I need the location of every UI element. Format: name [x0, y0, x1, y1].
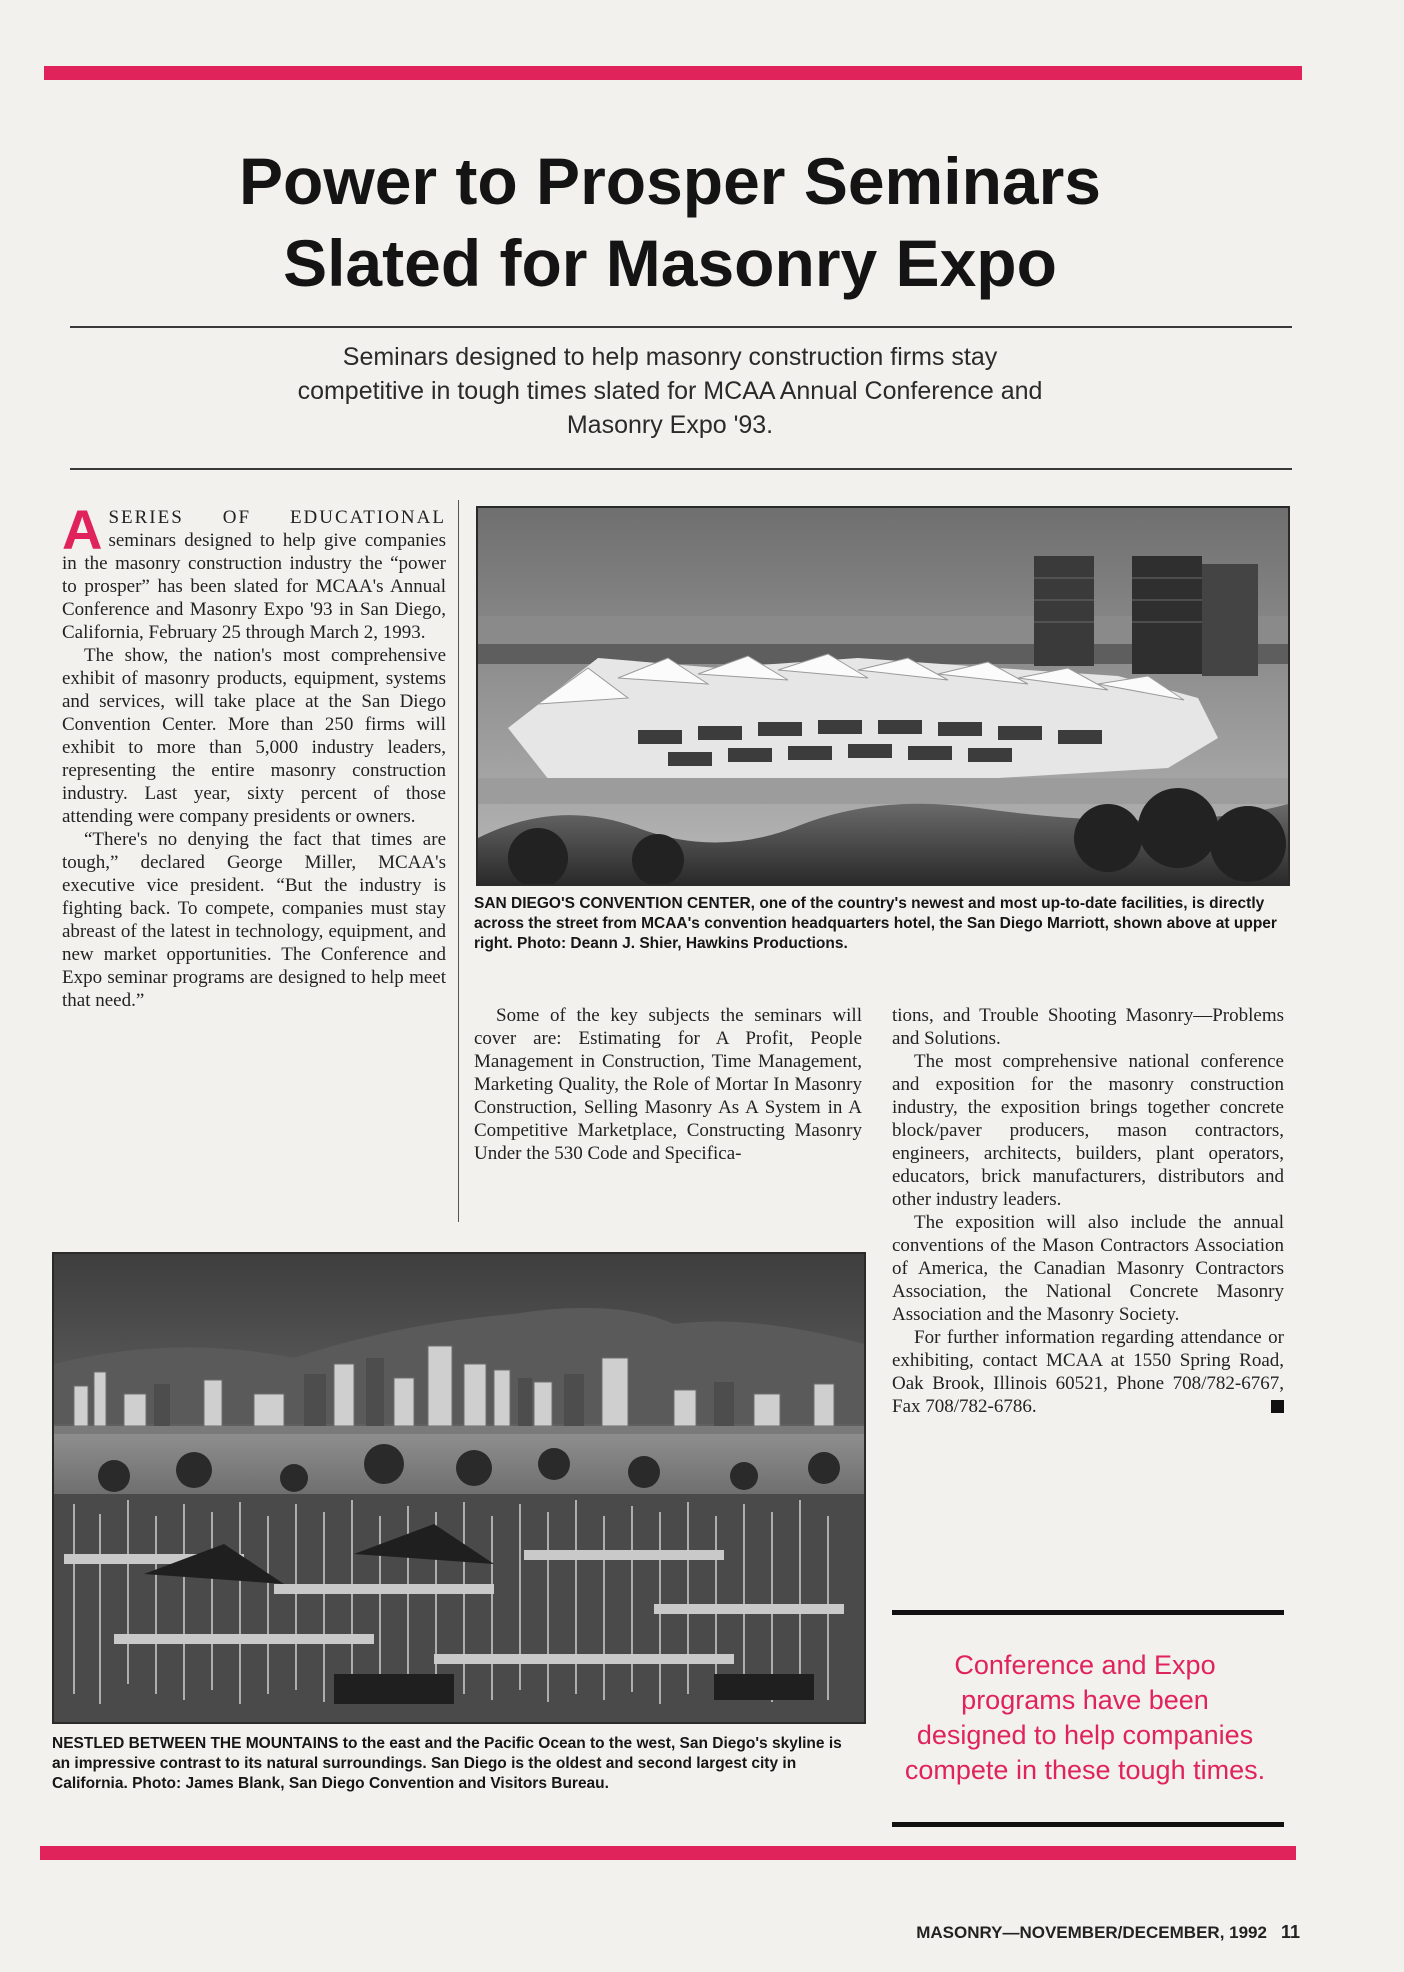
skyline-photo [52, 1252, 866, 1724]
deck-line-1: Seminars designed to help masonry construction firms stay [342, 343, 998, 371]
skyline-illustration [54, 1254, 864, 1722]
caption-2-text: to the east and the Pacific Ocean to the west, San Diego's skyline is an impressive contrast to its natural surroundings. San Diego is the oldest and second largest city in California. Photo: James Blank, San Diego Convention and Visitors Bureau. [52, 1735, 842, 1792]
article-deck [190, 340, 1150, 442]
page-number: 11 [1280, 1922, 1300, 1942]
convention-center-caption [474, 894, 1286, 954]
headline-rule [70, 326, 1292, 328]
caption-1-lead: SAN DIEGO'S CONVENTION CENTER, [474, 895, 755, 912]
paragraph-7-text: For further information regarding attendance or exhibiting, contact MCAA at 1550 Spring Road, Oak Brook, Illinois 60521, Phone 708/782-6767, Fax 708/782-6786. [892, 1327, 1284, 1417]
paragraph-4-continued: tions, and Trouble Shooting Masonry—Problems and Solutions. [892, 1005, 1284, 1049]
deck-rule [70, 468, 1292, 470]
page-footer [840, 1922, 1300, 1943]
caption-1-text: one of the country's newest and most up-to-date facilities, is directly across the street from MCAA's convention headquarters hotel, the San Diego Marriott, shown above at upper right. Photo: Deann J. Shier, Hawkins Productions. [474, 895, 1277, 952]
convention-center-photo [476, 506, 1290, 886]
paragraph-6: The exposition will also include the annual conventions of the Mason Contractors Association of America, the Canadian Masonry Contractors Association, the National Concrete Masonry Association and the Masonry Society. [892, 1212, 1284, 1325]
pull-quote-line-2: programs have been [961, 1685, 1209, 1715]
deck-line-3: Masonry Expo '93. [566, 411, 774, 439]
pull-quote-line-4: compete in these tough times. [904, 1755, 1266, 1785]
paragraph-5: The most comprehensive national conference and exposition for the masonry construction industry, the exposition brings together concrete block/paver producers, mason contractors, engineers, architects, builders, plant operators, educators, brick manufacturers, distributors and other industry leaders. [892, 1051, 1284, 1210]
column-divider [458, 500, 459, 1222]
column-2 [474, 1004, 862, 1165]
headline-line-2: Slated for Masonry Expo [283, 226, 1057, 300]
skyline-caption [52, 1734, 862, 1794]
pull-quote-bottom-rule [892, 1822, 1284, 1827]
bottom-accent-bar [40, 1846, 1296, 1860]
column-1 [62, 498, 446, 1012]
paragraph-3: “There's no denying the fact that times are tough,” declared George Miller, MCAA's executive vice president. “But the industry is fighting back. To compete, companies must stay abreast of the latest in technology, equipment, and new market opportunities. The Conference and Expo seminar programs are designed to help meet that need.” [62, 829, 446, 1011]
pull-quote-line-1: Conference and Expo [954, 1650, 1216, 1680]
article-headline [40, 140, 1300, 304]
paragraph-2: The show, the nation's most comprehensive exhibit of masonry products, equipment, systems and services, will take place at the San Diego Convention Center. More than 250 firms will exhibit to more than 5,000 industry leaders, representing the entire masonry construction industry. Last year, sixty percent of those attending were company presidents or owners. [62, 645, 446, 827]
paragraph-4: Some of the key subjects the seminars will cover are: Estimating for A Profit, People Management in Construction, Time Management, Marketing Quality, the Role of Mortar In Masonry Construction, Selling Masonry As A System in A Competitive Marketplace, Constructing Masonry Under the 530 Code and Specifica- [474, 1005, 862, 1164]
paragraph-1 [62, 498, 446, 644]
paragraph-1-rest: seminars designed to help give companies in the masonry construction industry the “power to prosper” has been slated for MCAA's Annual Conference and Masonry Expo '93 in San Diego, California, February 25 through March 2, 1993. [62, 530, 446, 643]
pull-quote [880, 1648, 1290, 1788]
top-accent-bar [44, 66, 1302, 80]
pull-quote-top-rule [892, 1610, 1284, 1615]
paragraph-7 [892, 1326, 1284, 1418]
paragraph-1-start: SERIES OF EDUCATIONAL [108, 507, 446, 528]
deck-line-2: competitive in tough times slated for MCAA Annual Conference and [297, 377, 1043, 405]
headline-line-1: Power to Prosper Seminars [239, 144, 1101, 218]
column-3 [892, 1004, 1284, 1418]
pull-quote-line-3: designed to help companies [916, 1720, 1254, 1750]
end-of-article-mark [1271, 1400, 1284, 1413]
caption-2-lead: NESTLED BETWEEN THE MOUNTAINS [52, 1735, 339, 1752]
publication-name: MASONRY—NOVEMBER/DECEMBER, 1992 [916, 1923, 1267, 1942]
convention-center-illustration [478, 508, 1288, 884]
drop-cap: A [62, 498, 103, 561]
